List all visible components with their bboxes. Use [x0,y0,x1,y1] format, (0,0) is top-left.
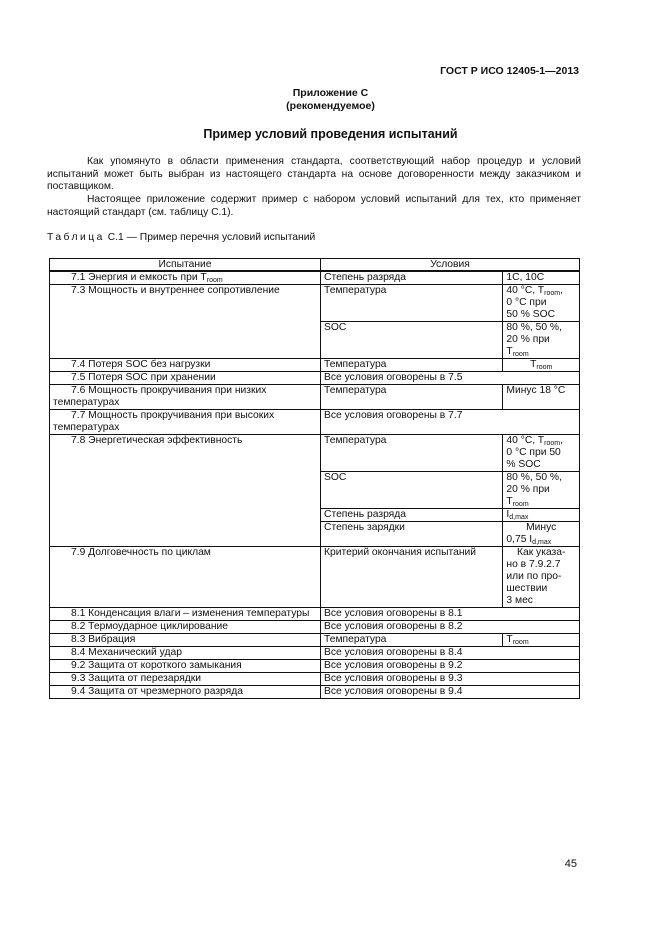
condition-cell: Температура [321,359,503,372]
paragraph-2: Настоящее приложение содержит пример с набором условий испытаний для тех, кто применяет настоящий стандарт (см. таблицу С.1). [47,194,581,218]
test-cell: 7.9 Долговечность по циклам [50,547,321,608]
test-cell: 7.4 Потеря SOC без нагрузки [50,359,321,372]
caption-prefix: Таблица [47,232,105,243]
table-row [50,686,580,699]
condition-cell: Температура [321,634,503,647]
value-cell: Минус 0,75 $I_{d,max}$ [503,522,580,547]
header-test: Испытание [50,259,321,272]
condition-cell: SOC [321,472,503,509]
table-row [50,359,580,372]
test-cell: 8.2 Термоударное циклирование [50,621,321,634]
table-row [50,271,580,285]
caption-text: С.1 — Пример перечня условий испытаний [107,232,316,243]
value-cell: 80 %, 50 %, 20 % при $T_{room}$ [503,322,580,359]
table-row [50,547,580,608]
paragraph-1: Как упомянуто в области применения стандарта, соответствующий набор процедур и условий испытаний может быть выбран из настоящего стандарта на основе договоренности между заказчиком и поставщиком. [47,156,581,192]
test-cell: 7.1 Энергия и емкость при $T_{room}$ [50,271,321,285]
test-cell: 9.4 Защита от чрезмерного разряда [50,686,321,699]
table-row [50,285,580,322]
table-header-row [50,259,580,272]
test-cell: 7.3 Мощность и внутреннее сопротивление [50,285,321,359]
table-row [50,673,580,686]
condition-cell: Все условия оговорены в 9.4 [321,686,580,699]
table-row [50,634,580,647]
value-cell: Минус 18 °C [503,385,580,410]
condition-cell: Температура [321,285,503,322]
test-cell: 8.1 Конденсация влаги – изменения температуры [50,608,321,621]
test-cell: 9.2 Защита от короткого замыкания [50,660,321,673]
table-row [50,385,580,410]
condition-cell: Все условия оговорены в 7.7 [321,410,580,435]
condition-cell: SOC [321,322,503,359]
value-cell: 80 %, 50 %, 20 % при $T_{room}$ [503,472,580,509]
condition-cell: Все условия оговорены в 8.1 [321,608,580,621]
standard-header: ГОСТ Р ИСО 12405-1—2013 [440,65,579,77]
value-cell: $T_{room}$ [503,359,580,372]
test-cell: 7.8 Энергетическая эффективность [50,435,321,547]
condition-cell: Все условия оговорены в 9.2 [321,660,580,673]
test-cell: 7.5 Потеря SOC при хранении [50,372,321,385]
table-caption [47,232,315,243]
condition-cell: Все условия оговорены в 9.3 [321,673,580,686]
value-cell: $I_{d,max}$ [503,509,580,522]
test-conditions-table [49,258,580,699]
page-number: 45 [564,858,577,870]
value-cell: 40 °C, $T_{room}$, 0 °C при 50 % SOC [503,285,580,322]
annex-heading [0,87,661,113]
condition-cell: Все условия оговорены в 7.5 [321,372,580,385]
value-cell: 40 °C, $T_{room}$, 0 °C при 50 % SOC [503,435,580,472]
table-row [50,660,580,673]
page-title: Пример условий проведения испытаний [203,127,458,141]
test-cell: 9.3 Защита от перезарядки [50,673,321,686]
test-cell: 7.6 Мощность прокручивания при низких температурах [50,385,321,410]
table-row [50,410,580,435]
table-row [50,621,580,634]
condition-cell: Все условия оговорены в 8.4 [321,647,580,660]
condition-cell: Степень разряда [321,509,503,522]
condition-cell: Степень зарядки [321,522,503,547]
annex-status: (рекомендуемое) [286,100,375,112]
table-row [50,372,580,385]
value-cell: Как указа- но в 7.9.2.7 или по про- шествии 3 мес [503,547,580,608]
test-cell: 8.4 Механический удар [50,647,321,660]
value-cell: 1C, 10C [503,271,580,285]
value-cell: $T_{room}$ [503,634,580,647]
condition-cell: Все условия оговорены в 8.2 [321,621,580,634]
condition-cell: Температура [321,385,503,410]
table-row [50,435,580,472]
header-conditions: Условия [321,259,580,272]
test-cell: 7.7 Мощность прокручивания при высоких температурах [50,410,321,435]
condition-cell: Критерий окончания испытаний [321,547,503,608]
annex-name: Приложение С [292,87,369,99]
condition-cell: Степень разряда [321,271,503,285]
test-cell: 8.3 Вибрация [50,634,321,647]
table-row [50,608,580,621]
table-row [50,647,580,660]
condition-cell: Температура [321,435,503,472]
